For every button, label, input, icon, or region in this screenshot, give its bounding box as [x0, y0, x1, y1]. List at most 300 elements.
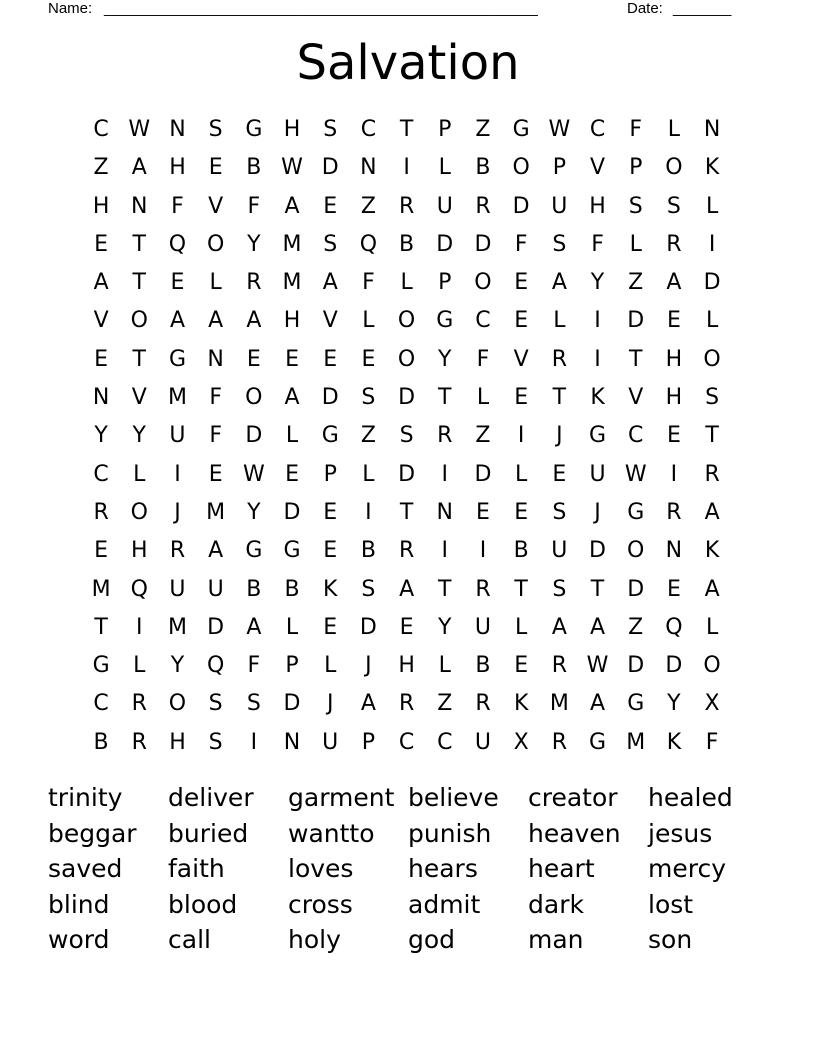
grid-letter[interactable]: D: [436, 231, 454, 257]
grid-letter[interactable]: A: [551, 270, 567, 296]
grid-letter[interactable]: L: [133, 461, 146, 487]
grid-letter[interactable]: F: [514, 231, 528, 257]
grid-letter[interactable]: B: [475, 653, 491, 679]
grid-letter[interactable]: L: [209, 270, 222, 296]
grid-letter[interactable]: V: [131, 385, 147, 411]
grid-letter[interactable]: C: [93, 117, 109, 142]
grid-letter[interactable]: N: [703, 117, 721, 142]
grid-letter[interactable]: L: [362, 461, 375, 487]
grid-letter[interactable]: E: [94, 538, 109, 564]
grid-letter[interactable]: D: [398, 385, 416, 411]
grid-letter[interactable]: I: [594, 308, 601, 334]
grid-letter[interactable]: C: [93, 691, 109, 717]
grid-letter[interactable]: H: [283, 117, 301, 142]
grid-letter[interactable]: S: [705, 385, 720, 411]
grid-letter[interactable]: B: [513, 538, 529, 564]
grid-letter[interactable]: U: [589, 461, 606, 487]
grid-letter[interactable]: S: [552, 499, 567, 525]
grid-letter[interactable]: F: [247, 193, 261, 219]
word-list-item: man: [528, 925, 584, 954]
grid-letter[interactable]: U: [207, 576, 224, 602]
grid-letter[interactable]: T: [514, 576, 528, 602]
word-list-item: beggar: [48, 818, 137, 848]
grid-letter[interactable]: I: [517, 423, 525, 449]
grid-letter[interactable]: F: [591, 231, 604, 257]
grid-letter[interactable]: T: [628, 346, 643, 372]
grid-letter[interactable]: J: [556, 423, 563, 449]
grid-letter[interactable]: S: [399, 423, 414, 449]
grid-letter[interactable]: M: [167, 614, 187, 640]
grid-letter[interactable]: S: [552, 231, 567, 257]
grid-letter[interactable]: E: [514, 385, 529, 411]
grid-letter[interactable]: Y: [132, 423, 146, 449]
grid-letter[interactable]: S: [552, 576, 567, 602]
grid-letter[interactable]: L: [629, 231, 642, 257]
grid-letter[interactable]: U: [551, 538, 568, 564]
grid-letter[interactable]: E: [323, 538, 338, 564]
grid-letter[interactable]: E: [170, 270, 185, 296]
grid-letter[interactable]: E: [323, 614, 338, 640]
grid-letter[interactable]: M: [282, 231, 302, 257]
grid-letter[interactable]: I: [136, 614, 143, 640]
grid-letter[interactable]: J: [365, 653, 372, 679]
grid-letter[interactable]: A: [169, 308, 185, 334]
grid-letter[interactable]: Z: [628, 614, 644, 640]
grid-letter[interactable]: G: [283, 538, 301, 564]
grid-letter[interactable]: A: [590, 691, 606, 717]
grid-letter[interactable]: E: [552, 461, 567, 487]
grid-letter[interactable]: I: [479, 538, 487, 564]
grid-letter[interactable]: Y: [247, 499, 261, 525]
grid-letter[interactable]: D: [474, 231, 492, 257]
grid-letter[interactable]: B: [360, 538, 376, 564]
grid-letter[interactable]: E: [514, 270, 529, 296]
grid-letter[interactable]: I: [441, 538, 449, 564]
grid-letter[interactable]: E: [666, 423, 681, 449]
grid-letter[interactable]: Y: [247, 231, 261, 257]
grid-letter[interactable]: N: [207, 346, 224, 372]
grid-letter[interactable]: Y: [170, 653, 185, 679]
grid-letter[interactable]: R: [475, 193, 491, 219]
grid-letter[interactable]: O: [168, 691, 187, 717]
grid-letter[interactable]: L: [438, 653, 451, 679]
grid-letter[interactable]: G: [627, 499, 645, 525]
grid-letter[interactable]: E: [323, 499, 338, 525]
grid-letter[interactable]: L: [438, 155, 451, 181]
grid-letter[interactable]: Y: [667, 691, 681, 717]
grid-letter[interactable]: A: [131, 155, 147, 181]
grid-letter[interactable]: E: [361, 346, 376, 372]
grid-letter[interactable]: R: [131, 691, 147, 717]
grid-letter[interactable]: A: [93, 270, 109, 296]
grid-letter[interactable]: R: [437, 423, 453, 449]
grid-letter[interactable]: N: [92, 385, 110, 411]
grid-letter[interactable]: S: [628, 193, 643, 219]
grid-letter[interactable]: L: [515, 614, 528, 640]
grid-letter[interactable]: Y: [590, 270, 605, 296]
grid-letter[interactable]: L: [667, 117, 681, 142]
grid-letter[interactable]: R: [551, 729, 567, 755]
grid-letter[interactable]: B: [246, 155, 262, 181]
grid-letter[interactable]: O: [703, 653, 721, 679]
grid-letter[interactable]: B: [93, 729, 109, 755]
grid-letter[interactable]: C: [437, 729, 453, 755]
grid-letter[interactable]: U: [436, 193, 453, 219]
grid-letter[interactable]: O: [665, 155, 683, 181]
grid-letter[interactable]: V: [513, 346, 529, 372]
grid-letter[interactable]: K: [704, 538, 720, 564]
grid-letter[interactable]: P: [438, 270, 452, 296]
grid-letter[interactable]: Q: [206, 653, 225, 679]
grid-letter[interactable]: I: [365, 499, 372, 525]
grid-letter[interactable]: J: [174, 499, 181, 525]
grid-letter[interactable]: M: [282, 270, 302, 296]
grid-letter[interactable]: R: [704, 461, 720, 487]
grid-letter[interactable]: G: [512, 117, 530, 142]
grid-letter[interactable]: G: [245, 538, 263, 564]
grid-letter[interactable]: R: [398, 691, 415, 717]
grid-letter[interactable]: Y: [438, 346, 452, 372]
grid-letter[interactable]: S: [208, 729, 223, 755]
grid-letter[interactable]: T: [552, 385, 567, 411]
grid-letter[interactable]: T: [132, 270, 146, 296]
grid-row: [82, 494, 732, 532]
grid-letter[interactable]: L: [285, 423, 299, 449]
grid-letter[interactable]: N: [436, 499, 454, 525]
grid-letter[interactable]: I: [594, 346, 601, 372]
grid-letter[interactable]: H: [92, 193, 110, 219]
grid-letter[interactable]: A: [208, 538, 224, 564]
grid-letter[interactable]: V: [322, 308, 338, 334]
grid-letter[interactable]: E: [476, 499, 490, 525]
grid-letter[interactable]: L: [515, 461, 528, 487]
grid-letter[interactable]: W: [586, 653, 609, 679]
grid-letter[interactable]: M: [167, 385, 187, 411]
grid-letter[interactable]: R: [475, 576, 491, 602]
grid-letter[interactable]: A: [399, 576, 415, 602]
grid-letter[interactable]: D: [474, 461, 492, 487]
grid-letter[interactable]: D: [627, 308, 645, 334]
grid-letter[interactable]: R: [169, 538, 186, 564]
grid-letter[interactable]: C: [475, 308, 491, 334]
grid-letter[interactable]: R: [551, 346, 567, 372]
grid-letter[interactable]: L: [400, 270, 413, 296]
grid-letter[interactable]: K: [590, 385, 605, 411]
grid-letter[interactable]: N: [131, 193, 148, 219]
grid-letter[interactable]: A: [284, 193, 300, 219]
grid-letter[interactable]: E: [323, 193, 338, 219]
grid-letter[interactable]: F: [705, 729, 719, 755]
grid-letter[interactable]: I: [670, 461, 678, 487]
grid-letter[interactable]: F: [629, 117, 643, 142]
grid-letter[interactable]: E: [208, 461, 223, 487]
grid-letter[interactable]: U: [551, 193, 568, 219]
grid-letter[interactable]: W: [624, 461, 647, 487]
grid-letter[interactable]: L: [553, 308, 566, 334]
grid-letter[interactable]: T: [132, 346, 146, 372]
grid-letter[interactable]: E: [514, 499, 529, 525]
grid-letter[interactable]: H: [665, 385, 683, 411]
grid-letter[interactable]: U: [474, 729, 492, 755]
grid-letter[interactable]: V: [93, 308, 109, 334]
grid-letter[interactable]: Z: [360, 423, 376, 449]
grid-letter[interactable]: G: [168, 346, 186, 372]
grid-letter[interactable]: D: [627, 653, 645, 679]
grid-letter[interactable]: H: [283, 308, 301, 334]
grid-letter[interactable]: M: [206, 499, 226, 525]
grid-letter[interactable]: R: [246, 270, 262, 296]
grid-letter[interactable]: I: [708, 231, 716, 257]
grid-letter[interactable]: R: [398, 193, 415, 219]
grid-letter[interactable]: G: [589, 729, 607, 755]
grid-letter[interactable]: R: [398, 538, 415, 564]
grid-letter[interactable]: K: [704, 155, 720, 181]
grid-letter[interactable]: O: [474, 270, 492, 296]
grid-letter[interactable]: G: [92, 653, 110, 679]
grid-letter[interactable]: F: [209, 423, 222, 449]
grid-letter[interactable]: P: [285, 653, 299, 679]
grid-letter[interactable]: K: [323, 576, 338, 602]
grid-letter[interactable]: G: [627, 691, 645, 717]
grid-letter[interactable]: Z: [475, 423, 491, 449]
grid-letter[interactable]: O: [512, 155, 530, 181]
grid-letter[interactable]: Z: [475, 117, 491, 142]
grid-letter[interactable]: D: [245, 423, 263, 449]
grid-letter[interactable]: A: [246, 614, 262, 640]
grid-letter[interactable]: L: [705, 614, 719, 640]
grid-letter[interactable]: Q: [168, 231, 187, 257]
grid-letter[interactable]: E: [514, 653, 529, 679]
grid-letter[interactable]: R: [666, 231, 682, 257]
grid-letter[interactable]: T: [399, 499, 414, 525]
grid-letter[interactable]: O: [397, 308, 416, 334]
grid-letter[interactable]: H: [131, 538, 148, 564]
grid-letter[interactable]: C: [398, 729, 415, 755]
grid-row: [82, 341, 732, 379]
grid-letter[interactable]: B: [284, 576, 300, 602]
grid-letter[interactable]: M: [549, 691, 569, 717]
grid-letter[interactable]: I: [441, 461, 449, 487]
grid-letter[interactable]: I: [174, 461, 181, 487]
grid-letter[interactable]: A: [704, 499, 720, 525]
grid-letter[interactable]: O: [130, 499, 148, 525]
grid-letter[interactable]: W: [128, 117, 151, 142]
grid-letter[interactable]: E: [666, 576, 681, 602]
grid-letter[interactable]: Z: [360, 193, 376, 219]
grid-letter[interactable]: O: [206, 231, 225, 257]
grid-letter[interactable]: L: [362, 308, 375, 334]
grid-letter[interactable]: F: [247, 653, 261, 679]
grid-letter[interactable]: H: [169, 155, 186, 181]
grid-letter[interactable]: W: [242, 461, 265, 487]
grid-letter[interactable]: F: [171, 193, 184, 219]
grid-letter[interactable]: Q: [359, 231, 378, 257]
grid-letter[interactable]: R: [93, 499, 109, 525]
grid-letter[interactable]: J: [326, 691, 334, 717]
grid-letter[interactable]: S: [323, 117, 338, 142]
grid-letter[interactable]: Z: [93, 155, 109, 181]
grid-letter[interactable]: P: [438, 117, 452, 142]
grid-letter[interactable]: G: [245, 117, 263, 142]
grid-letter[interactable]: B: [246, 576, 262, 602]
grid-letter[interactable]: Q: [665, 614, 683, 640]
grid-letter[interactable]: E: [94, 346, 109, 372]
grid-letter[interactable]: T: [399, 117, 414, 142]
grid-letter[interactable]: O: [130, 308, 148, 334]
grid-letter[interactable]: Y: [438, 614, 452, 640]
grid-letter[interactable]: R: [551, 653, 567, 679]
grid-letter[interactable]: G: [321, 423, 339, 449]
grid-row: [82, 685, 732, 723]
grid-letter[interactable]: V: [628, 385, 644, 411]
grid-letter[interactable]: R: [666, 499, 682, 525]
grid-letter[interactable]: P: [629, 155, 643, 181]
grid-letter[interactable]: S: [208, 117, 223, 142]
grid-letter[interactable]: Q: [130, 576, 148, 602]
grid-letter[interactable]: L: [324, 653, 337, 679]
grid-letter[interactable]: O: [245, 385, 263, 411]
grid-letter[interactable]: A: [208, 308, 224, 334]
grid-letter[interactable]: D: [321, 385, 339, 411]
grid-letter[interactable]: D: [665, 653, 683, 679]
grid-letter[interactable]: K: [666, 729, 682, 755]
grid-letter[interactable]: F: [362, 270, 375, 296]
grid-letter[interactable]: X: [704, 691, 720, 717]
date-label: Date:: [627, 0, 663, 17]
grid-letter[interactable]: U: [169, 576, 186, 602]
grid-letter[interactable]: E: [246, 346, 261, 372]
grid-letter[interactable]: U: [322, 729, 339, 755]
grid-letter[interactable]: V: [590, 155, 606, 181]
word-list-item: blind: [48, 889, 110, 919]
grid-letter[interactable]: C: [628, 423, 644, 449]
grid-letter[interactable]: S: [246, 691, 261, 717]
grid-letter[interactable]: C: [360, 117, 377, 142]
grid-letter[interactable]: E: [666, 308, 681, 334]
grid-letter[interactable]: Z: [437, 691, 453, 717]
grid-letter[interactable]: N: [169, 117, 186, 142]
grid-letter[interactable]: S: [666, 193, 681, 219]
grid-letter[interactable]: I: [403, 155, 410, 181]
grid-letter[interactable]: D: [283, 691, 301, 717]
grid-letter[interactable]: B: [475, 155, 491, 181]
grid-letter[interactable]: L: [705, 308, 719, 334]
grid-letter[interactable]: H: [665, 346, 683, 372]
grid-letter[interactable]: G: [589, 423, 607, 449]
grid-letter[interactable]: F: [209, 385, 222, 411]
grid-letter[interactable]: D: [703, 270, 721, 296]
grid-letter[interactable]: E: [323, 346, 338, 372]
grid-letter[interactable]: A: [360, 691, 376, 717]
grid-letter[interactable]: E: [285, 461, 299, 487]
grid-letter[interactable]: G: [436, 308, 454, 334]
grid-letter[interactable]: L: [133, 653, 146, 679]
grid-letter[interactable]: A: [322, 270, 338, 296]
grid-letter[interactable]: H: [589, 193, 606, 219]
grid-letter[interactable]: E: [399, 614, 414, 640]
grid-letter[interactable]: A: [704, 576, 720, 602]
grid-letter[interactable]: M: [626, 729, 646, 755]
grid-letter[interactable]: S: [208, 691, 223, 717]
grid-letter[interactable]: D: [589, 538, 606, 564]
grid-letter[interactable]: V: [208, 193, 224, 219]
grid-letter[interactable]: U: [474, 614, 492, 640]
grid-letter[interactable]: P: [323, 461, 337, 487]
grid-letter[interactable]: S: [361, 576, 376, 602]
grid-letter[interactable]: T: [705, 423, 719, 449]
grid-letter[interactable]: T: [132, 231, 146, 257]
grid-letter[interactable]: A: [590, 614, 606, 640]
word-list-item: holy: [288, 925, 341, 954]
grid-letter[interactable]: D: [512, 193, 530, 219]
grid-letter[interactable]: H: [169, 729, 186, 755]
grid-letter[interactable]: T: [438, 576, 452, 602]
grid-letter[interactable]: E: [208, 155, 223, 181]
grid-letter[interactable]: W: [281, 155, 303, 181]
grid-letter[interactable]: A: [666, 270, 682, 296]
grid-letter[interactable]: R: [475, 691, 491, 717]
grid-letter[interactable]: D: [359, 614, 377, 640]
word-list-item: son: [648, 925, 693, 954]
grid-letter[interactable]: I: [250, 729, 258, 755]
grid-letter[interactable]: L: [476, 385, 490, 411]
grid-letter[interactable]: O: [627, 538, 645, 564]
grid-letter[interactable]: W: [548, 117, 571, 142]
grid-letter[interactable]: J: [594, 499, 601, 525]
grid-letter[interactable]: X: [513, 729, 529, 755]
grid-letter[interactable]: D: [321, 155, 339, 181]
grid-letter[interactable]: U: [169, 423, 186, 449]
grid-letter[interactable]: K: [513, 691, 529, 717]
grid-letter[interactable]: B: [399, 231, 415, 257]
grid-letter[interactable]: M: [91, 576, 111, 602]
grid-letter[interactable]: N: [283, 729, 301, 755]
grid-letter[interactable]: R: [131, 729, 147, 755]
grid-letter[interactable]: T: [438, 385, 452, 411]
grid-letter[interactable]: D: [207, 614, 225, 640]
grid-letter[interactable]: N: [665, 538, 683, 564]
grid-letter[interactable]: O: [397, 346, 416, 372]
grid-letter[interactable]: S: [323, 231, 338, 257]
worksheet-header: [48, 0, 748, 20]
grid-letter[interactable]: A: [246, 308, 262, 334]
grid-letter[interactable]: P: [361, 729, 376, 755]
grid-letter[interactable]: O: [703, 346, 721, 372]
grid-letter[interactable]: D: [283, 499, 301, 525]
grid-letter[interactable]: T: [590, 576, 605, 602]
grid-letter[interactable]: L: [705, 193, 719, 219]
grid-letter[interactable]: A: [551, 614, 567, 640]
grid-letter[interactable]: E: [514, 308, 529, 334]
grid-letter[interactable]: C: [93, 461, 109, 487]
grid-letter[interactable]: N: [360, 155, 377, 181]
word-list-item: trinity: [48, 783, 123, 812]
grid-letter[interactable]: S: [361, 385, 376, 411]
grid-letter[interactable]: D: [627, 576, 645, 602]
grid-letter[interactable]: Y: [94, 423, 108, 449]
grid-letter[interactable]: A: [284, 385, 300, 411]
grid-letter[interactable]: H: [398, 653, 415, 679]
grid-letter[interactable]: Z: [628, 270, 644, 296]
grid-letter[interactable]: D: [398, 461, 416, 487]
grid-letter[interactable]: E: [285, 346, 299, 372]
grid-letter[interactable]: E: [94, 231, 109, 257]
grid-letter[interactable]: T: [94, 614, 108, 640]
grid-letter[interactable]: L: [285, 614, 299, 640]
grid-letter[interactable]: P: [552, 155, 566, 181]
grid-letter[interactable]: C: [589, 117, 606, 142]
grid-letter[interactable]: F: [476, 346, 490, 372]
